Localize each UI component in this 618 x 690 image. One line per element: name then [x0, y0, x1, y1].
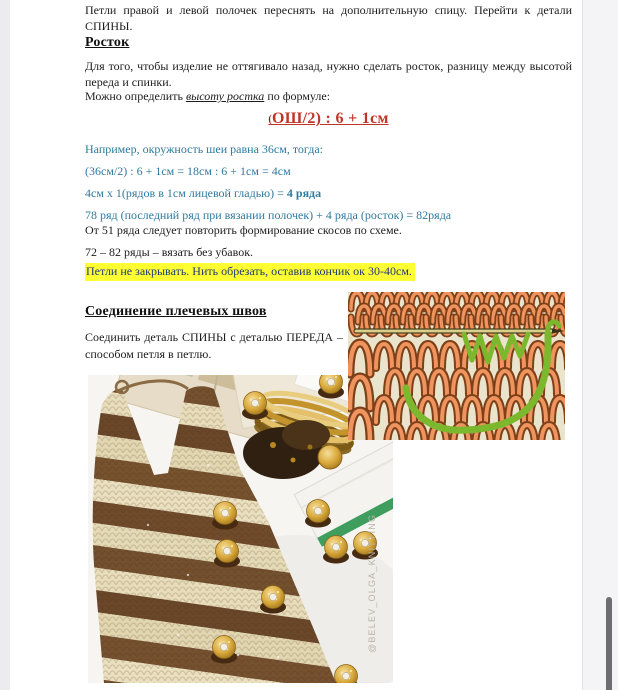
example-line-1: Например, окружность шеи равна 36см, тогда: [85, 142, 323, 156]
formula-intro-emphasis: высоту ростка [185, 89, 265, 103]
chocolate [214, 540, 240, 568]
formula-intro-line [85, 89, 572, 104]
chocolate [242, 392, 268, 420]
example-line-3-text: 4см х 1(рядов в 1см лицевой гладью) = [85, 186, 287, 200]
chocolate [260, 586, 286, 614]
example-line-2: (36см/2) : 6 + 1см = 18см : 6 + 1см = 4см [85, 164, 291, 178]
document-page [10, 0, 583, 690]
rostok-formula [268, 110, 388, 127]
heading-join-seams: Соединение плечевых швов [85, 304, 267, 319]
formula-intro-suffix: по формуле: [264, 89, 331, 103]
formula-main: ОШ/2) : 6 + 1см [271, 110, 389, 127]
top-fabric-loops [351, 293, 565, 334]
chocolate [323, 536, 349, 564]
photo-watermark: @BELEV_OLGA_KNITTING [367, 513, 377, 653]
chocolate [212, 502, 238, 530]
intro-paragraph: Петли правой и левой полочек переснять на дополнительную спицу. Перейти к детали СПИНЫ. [85, 3, 572, 33]
formula-intro-prefix: Можно определить [85, 89, 186, 103]
chocolate [318, 375, 344, 399]
chocolate [211, 636, 237, 664]
highlighted-note: Петли не закрывать. Нить обрезать, оставив кончик ок 30-40см. [85, 263, 415, 281]
viewer-right-margin [582, 0, 618, 690]
knitting-needle [354, 329, 565, 334]
formula-line [85, 110, 572, 128]
rostok-paragraph: Для того, чтобы изделие не оттягивало назад, нужно сделать росток, разницу между высотой переда и спинки. [85, 59, 572, 89]
example-line-3-bold: 4 ряда [286, 186, 322, 200]
note-line-2: 72 – 82 ряды – вязать без убавок. [85, 245, 254, 259]
note-line-1: От 51 ряда следует повторить формирование скосов по схеме. [85, 223, 402, 237]
formula-open-paren: ( [268, 114, 272, 125]
grafting-diagram [348, 292, 565, 440]
grafting-diagram-art [348, 292, 565, 440]
vertical-scrollbar[interactable] [606, 597, 612, 690]
join-paragraph: Соединить деталь СПИНЫ с деталью ПЕРЕДА – способом петля в петлю. [85, 330, 343, 361]
gold-ball-ornament [318, 445, 342, 469]
example-line-3 [85, 186, 572, 201]
chocolate [305, 500, 331, 528]
heading-rostok: Росток [85, 35, 130, 50]
example-line-4: 78 ряд (последний ряд при вязании полочек) + 4 ряда (росток) = 82ряда [85, 208, 452, 222]
